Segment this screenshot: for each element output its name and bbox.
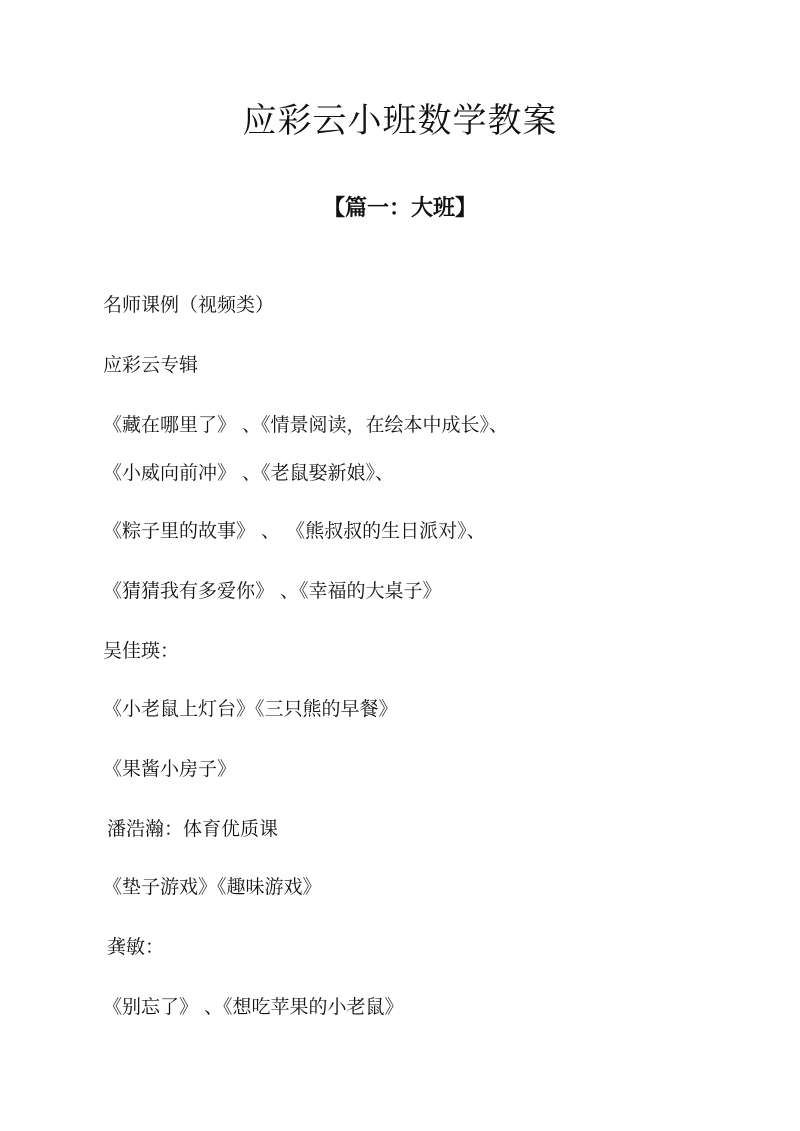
text-line-titles-2: 《小威向前冲》 、《老鼠娶新娘》、 bbox=[103, 462, 395, 484]
text-line-pan-titles: 《垫子游戏》《趣味游戏》 bbox=[103, 876, 322, 898]
text-line-album-heading: 应彩云专辑 bbox=[103, 354, 199, 376]
text-line-teacher-gong: 龚敏： bbox=[107, 936, 165, 958]
text-line-titles-1: 《藏在哪里了》 、《情景阅读，在绘本中成长》、 bbox=[103, 414, 509, 436]
text-line-gong-titles: 《别忘了》 、《想吃苹果的小老鼠》 bbox=[103, 996, 404, 1018]
text-line-wu-titles-2: 《果酱小房子》 bbox=[103, 758, 237, 780]
text-line-titles-3: 《粽子里的故事》 、 《熊叔叔的生日派对》、 bbox=[103, 520, 486, 542]
text-line-teacher-wu: 吴佳瑛： bbox=[103, 640, 180, 662]
text-line-wu-titles-1: 《小老鼠上灯台》《三只熊的早餐》 bbox=[103, 698, 398, 720]
document-title: 应彩云小班数学教案 bbox=[242, 101, 558, 141]
document-subtitle: 【篇一：大班】 bbox=[322, 195, 477, 221]
text-line-teacher-pan: 潘浩瀚：体育优质课 bbox=[107, 818, 279, 840]
text-line-titles-4: 《猜猜我有多爱你》 、《幸福的大桌子》 bbox=[103, 580, 442, 602]
text-line-section-heading: 名师课例（视频类） bbox=[103, 294, 275, 316]
